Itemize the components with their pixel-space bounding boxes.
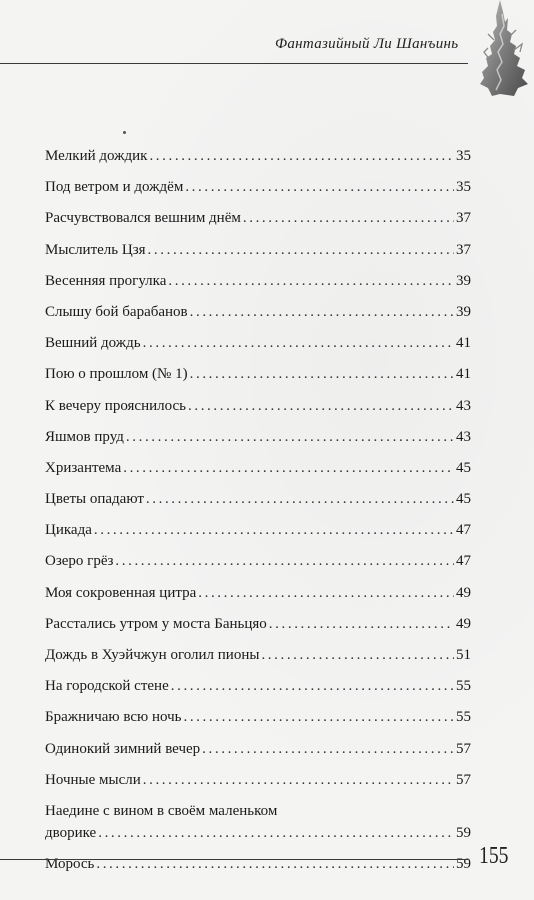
toc-entry-page: 57	[456, 740, 471, 757]
toc-entry-page: 43	[456, 428, 471, 445]
toc-entry-title: Цикада	[45, 522, 92, 539]
toc-entry	[45, 239, 471, 261]
toc-entry	[45, 550, 471, 572]
toc-entry-row	[45, 738, 471, 760]
toc-entry-page: 37	[456, 210, 471, 227]
dot-leader	[96, 853, 454, 875]
toc-entry	[45, 207, 471, 229]
toc-entry-row	[45, 457, 471, 479]
toc-entry-title: Цветы опадают	[45, 491, 144, 508]
toc-entry-title: Слышу бой барабанов	[45, 303, 188, 320]
toc-entry-row	[45, 613, 471, 635]
toc-entry-page: 45	[456, 491, 471, 508]
toc-entry	[45, 301, 471, 323]
toc-entry-title-continuation: дворике	[45, 824, 97, 841]
toc-entry-row	[45, 769, 471, 791]
toc-entry-title: Вешний дождь	[45, 335, 141, 352]
toc-entry-row	[45, 550, 471, 572]
dot-leader	[183, 706, 454, 728]
toc-entry-title: Ночные мысли	[45, 771, 141, 788]
toc-entry	[45, 769, 471, 791]
toc-entry-page: 57	[456, 771, 471, 788]
toc-entry	[45, 457, 471, 479]
toc-entry-title: Мелкий дождик	[45, 148, 148, 164]
toc-entry-row	[45, 706, 471, 728]
toc-entry	[45, 613, 471, 635]
dot-leader	[115, 550, 454, 572]
toc-entry-row	[45, 519, 471, 541]
toc-entry-title: Озеро грёз	[45, 553, 114, 570]
toc-entry-page: 39	[456, 272, 471, 289]
toc-entry-title: Моя сокровенная цитра	[45, 584, 197, 601]
toc-entry-title: Под ветром и дождём	[45, 179, 184, 196]
toc-entry-row	[45, 853, 471, 875]
toc-entry	[45, 332, 471, 354]
toc-entry-title: Расчувствовался вешним днём	[45, 210, 241, 227]
dot-leader	[126, 426, 454, 448]
toc-entry-row	[45, 363, 471, 385]
dot-leader	[123, 457, 454, 479]
dot-leader	[198, 582, 454, 604]
toc-entry-row	[45, 239, 471, 261]
toc-entry-row	[45, 332, 471, 354]
toc-entry-page: 47	[456, 522, 471, 539]
toc-entry-title: Морось	[45, 856, 95, 873]
toc-entry-page: 49	[456, 615, 471, 632]
toc-entry-title: Наедине с вином в своём маленьком	[45, 802, 278, 819]
stray-mark	[123, 131, 126, 134]
toc-entry	[45, 270, 471, 292]
toc-entry-title: Одинокий зимний вечер	[45, 740, 201, 757]
toc-entry	[45, 176, 471, 198]
toc-entry-row	[45, 301, 471, 323]
toc-entry-row	[45, 176, 471, 198]
toc-entry	[45, 675, 471, 697]
dot-leader	[190, 363, 454, 385]
dot-leader	[143, 769, 454, 791]
toc-entry-row	[45, 822, 471, 844]
toc-entry-page: 47	[456, 553, 471, 570]
dot-leader	[98, 822, 454, 844]
toc-entry-page: 35	[456, 179, 471, 196]
toc-entry-page: 51	[456, 647, 471, 663]
toc-entry	[45, 488, 471, 510]
toc-entry-page: 49	[456, 584, 471, 601]
dot-leader	[94, 519, 454, 541]
dot-leader	[146, 488, 454, 510]
dot-leader	[149, 145, 454, 167]
dot-leader	[185, 176, 454, 198]
toc-entry-page: 37	[456, 241, 471, 258]
page-number: 155	[479, 843, 509, 869]
toc-entry-title: Весенняя прогулка	[45, 272, 167, 289]
toc-entry-title: Хризантема	[45, 459, 122, 476]
toc-entry-row	[45, 145, 471, 167]
toc-entry-page: 59	[456, 824, 471, 841]
toc-entry	[45, 738, 471, 760]
toc-entry-row	[45, 582, 471, 604]
toc-entry	[45, 363, 471, 385]
toc-entry-row	[45, 488, 471, 510]
pagoda-ornament-icon	[470, 0, 534, 100]
toc-entry-page: 45	[456, 459, 471, 476]
header-rule	[0, 63, 468, 64]
table-of-contents	[45, 145, 471, 884]
toc-entry-title: Расстались утром у моста Баньцяо	[45, 615, 267, 632]
toc-entry	[45, 853, 471, 875]
toc-entry	[45, 644, 471, 666]
running-header-title: Фантазийный Ли Шанъинь	[275, 36, 459, 52]
toc-entry-row	[45, 426, 471, 448]
dot-leader	[190, 301, 454, 323]
dot-leader	[168, 270, 454, 292]
dot-leader	[143, 332, 454, 354]
toc-entry	[45, 426, 471, 448]
toc-entry-page: 55	[456, 678, 471, 695]
toc-entry-title: К вечеру прояснилось	[45, 397, 186, 414]
toc-entry-page: 59	[456, 856, 471, 873]
toc-entry-title: Яшмов пруд	[45, 428, 124, 445]
toc-entry-page: 43	[456, 397, 471, 414]
toc-entry	[45, 145, 471, 167]
toc-entry-page: 39	[456, 303, 471, 320]
dot-leader	[171, 675, 454, 697]
dot-leader	[243, 207, 454, 229]
toc-entry	[45, 706, 471, 728]
toc-entry	[45, 800, 471, 844]
toc-entry-page: 55	[456, 709, 471, 726]
toc-entry	[45, 395, 471, 417]
toc-entry-page: 41	[456, 335, 471, 352]
toc-entry-title: Мыслитель Цзя	[45, 241, 146, 258]
toc-entry	[45, 519, 471, 541]
toc-entry-title: На городской стене	[45, 678, 169, 695]
toc-entry-title: Бражничаю всю ночь	[45, 709, 182, 726]
toc-entry-title: Пою о прошлом (№ 1)	[45, 366, 188, 383]
footer-rule	[0, 859, 468, 860]
toc-entry-page: 35	[456, 148, 471, 164]
toc-entry-row	[45, 395, 471, 417]
toc-entry-row	[45, 675, 471, 697]
dot-leader	[269, 613, 454, 635]
dot-leader	[202, 738, 454, 760]
dot-leader	[261, 644, 454, 666]
toc-entry-row	[45, 644, 471, 666]
toc-entry	[45, 582, 471, 604]
toc-entry-title: Дождь в Хуэйчжун оголил пионы	[45, 647, 260, 663]
toc-entry-page: 41	[456, 366, 471, 383]
toc-entry-row	[45, 207, 471, 229]
toc-entry-row	[45, 270, 471, 292]
dot-leader	[148, 239, 454, 261]
dot-leader	[188, 395, 454, 417]
